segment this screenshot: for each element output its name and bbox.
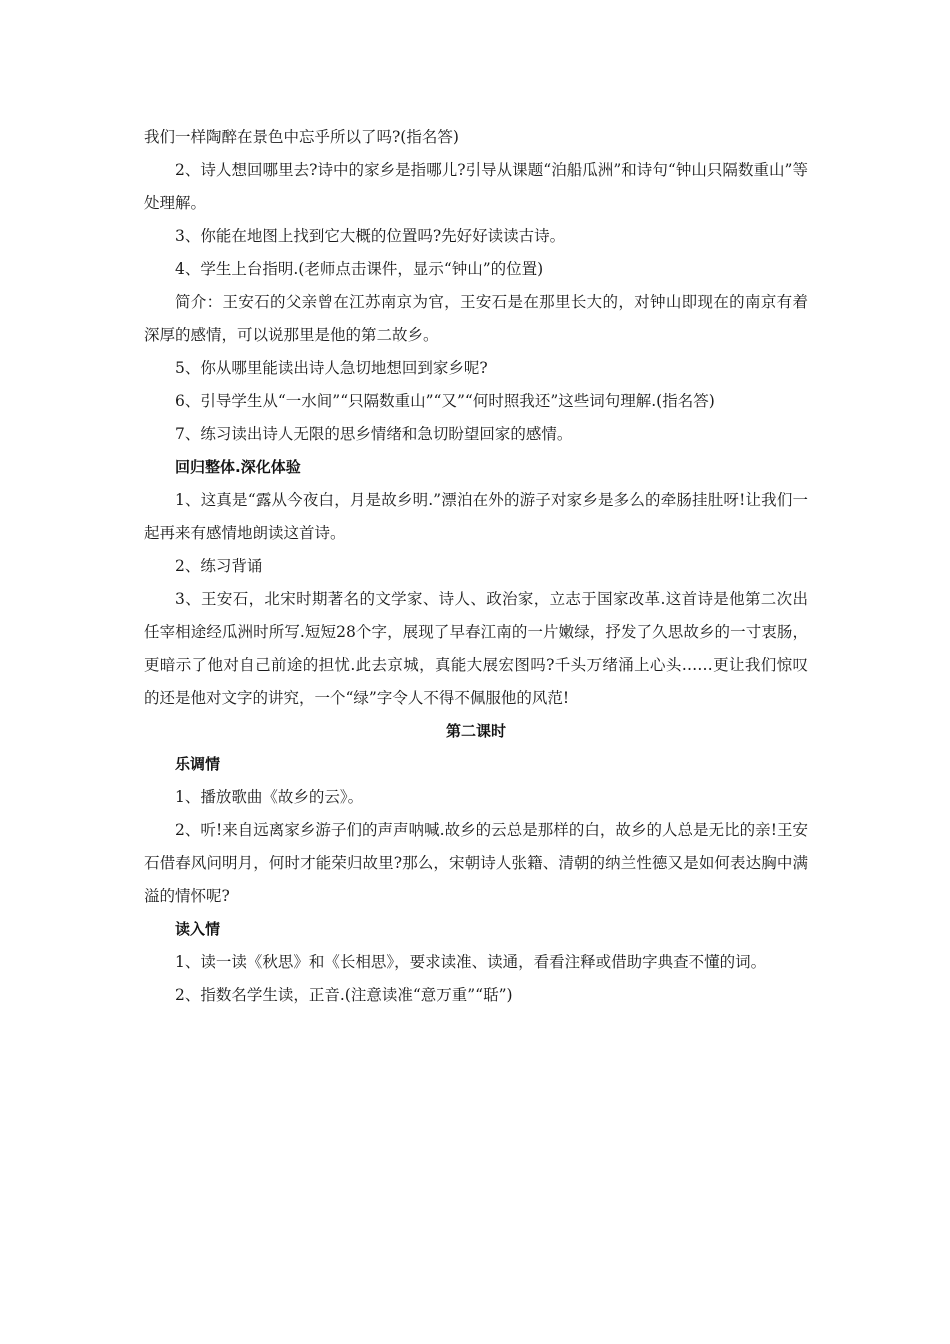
paragraph: 2、指数名学生读，正音.(注意读准“意万重”“聒”)	[175, 986, 513, 1004]
section-heading: 乐调情	[175, 755, 221, 773]
paragraph: 1、这真是“露从今夜白，月是故乡明.”漂泊在外的游子对家乡是多么的牵肠挂肚呀!让我们一起再来有感情地朗读这首诗。	[144, 491, 808, 542]
paragraph: 5、你从哪里能读出诗人急切地想回到家乡呢?	[175, 359, 488, 377]
paragraph: 4、学生上台指明.(老师点击课件，显示“钟山”的位置)	[175, 260, 544, 278]
lesson-title: 第二课时	[445, 722, 506, 740]
paragraph: 简介：王安石的父亲曾在江苏南京为官，王安石是在那里长大的，对钟山即现在的南京有着深厚的感情，可以说那里是他的第二故乡。	[144, 293, 808, 344]
paragraph: 2、练习背诵	[175, 557, 263, 575]
paragraph: 7、练习读出诗人无限的思乡情绪和急切盼望回家的感情。	[175, 425, 573, 443]
section-heading: 读入情	[175, 920, 221, 938]
paragraph: 1、播放歌曲《故乡的云》。	[175, 788, 364, 806]
paragraph: 6、引导学生从“一水间”“只隔数重山”“又”“何时照我还”这些词句理解.(指名答)	[175, 392, 715, 410]
paragraph: 3、你能在地图上找到它大概的位置吗?先好好读读古诗。	[175, 227, 566, 245]
document-body	[144, 121, 808, 1012]
paragraph: 我们一样陶醉在景色中忘乎所以了吗?(指名答)	[144, 128, 459, 146]
paragraph: 3、王安石，北宋时期著名的文学家、诗人、政治家，立志于国家改革.这首诗是他第二次出任宰相途经瓜洲时所写.短短28个字，展现了早春江南的一片嫩绿，抒发了久思故乡的一寸衷肠，更暗示了他对自己前途的担忧.此去京城，真能大展宏图吗?千头万绪涌上心头……更让我们惊叹的还是他对文字的讲究，一个“绿”字令人不得不佩服他的风范!	[144, 590, 808, 707]
paragraph: 1、读一读《秋思》和《长相思》，要求读准、读通，看看注释或借助字典查不懂的词。	[175, 953, 767, 971]
paragraph: 2、听!来自远离家乡游子们的声声呐喊.故乡的云总是那样的白，故乡的人总是无比的亲!王安石借春风问明月，何时才能荣归故里?那么，宋朝诗人张籍、清朝的纳兰性德又是如何表达胸中满溢的情怀呢?	[144, 821, 808, 905]
section-heading: 回归整体.深化体验	[175, 458, 301, 476]
paragraph: 2、诗人想回哪里去?诗中的家乡是指哪儿?引导从课题“泊船瓜洲”和诗句“钟山只隔数重山”等处理解。	[144, 161, 808, 212]
